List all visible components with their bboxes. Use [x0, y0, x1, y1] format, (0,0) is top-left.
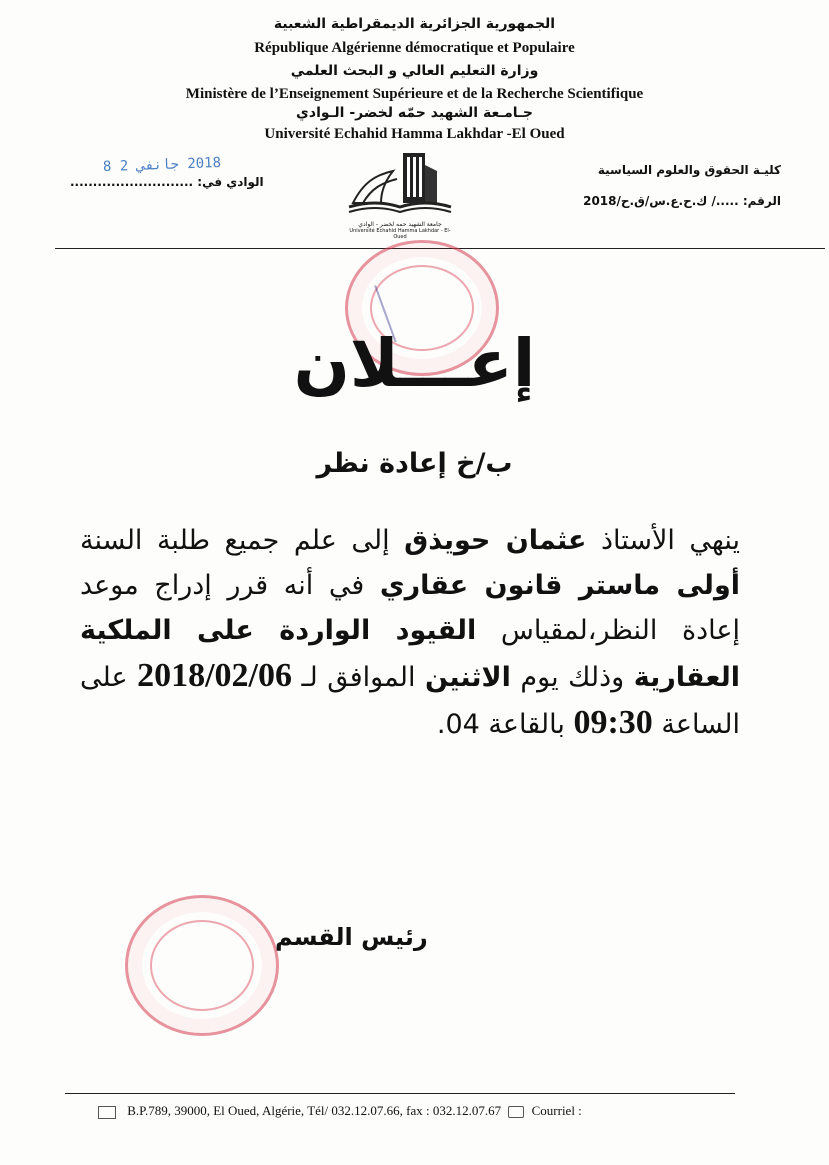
study-level: أولى ماستر قانون عقاري: [379, 570, 740, 601]
ref-label: الرقم:: [742, 194, 781, 208]
reference-number: [583, 194, 781, 208]
notice-body: [80, 518, 740, 747]
signature-title: رئيس القسم: [275, 923, 428, 951]
body-part-3: في أنه قرر إدراج موعد إعادة النظر،لمقياس: [80, 570, 741, 646]
body-part-6: على الساعة: [80, 662, 740, 740]
ref-value: ...../ ك.ح.ع.س/ق.ح/2018: [583, 194, 739, 208]
university-french: Université Echahid Hamma Lakhdar -El Oued: [264, 126, 565, 142]
logo-caption-arabic: جامعة الشهيد حمه لخضر - الوادي: [358, 221, 442, 228]
logo-caption-french: Université Echahid Hamma Lakhdar - El-Oued: [349, 228, 451, 240]
body-part-4: وذلك يوم: [510, 662, 634, 693]
place-label: الوادي في:: [197, 175, 264, 189]
exam-time: 09:30: [573, 704, 653, 741]
professor-name: عثمان حويذق: [404, 525, 587, 556]
subject-name: القيود الواردة على الملكية العقارية: [80, 615, 740, 693]
body-part-2: إلى علم جميع طلبة السنة: [80, 525, 405, 556]
envelope-icon: [508, 1106, 524, 1118]
notice-title: إعـــلان: [293, 325, 536, 402]
republic-french: République Algérienne démocratique et Populaire: [254, 40, 575, 56]
exam-day: الاثنين: [425, 662, 511, 693]
date-stamp: 2018 جانفي 2 8: [102, 154, 222, 176]
footer-address: B.P.789, 39000, El Oued, Algérie, Tél/ 032.12.07.66, fax : 032.12.07.67: [127, 1103, 502, 1118]
footer-divider: [65, 1093, 735, 1094]
date-dots: ...........................: [70, 175, 194, 189]
mail-icon: [98, 1106, 116, 1119]
body-part-5: الموافق لـ: [292, 662, 426, 693]
place-date: [70, 175, 264, 189]
republic-arabic: الجمهورية الجزائرية الديمقراطية الشعبية: [273, 16, 556, 32]
footer-email-label: Courriel :: [531, 1103, 582, 1118]
ministry-arabic: وزارة التعليم العالي و البحث العلمي: [290, 63, 539, 79]
body-part-7: بالقاعة 04.: [436, 709, 574, 740]
official-stamp-bottom: [125, 895, 279, 1036]
university-arabic: جـامـعة الشهيد حمّه لخضر- الـوادي: [296, 105, 533, 121]
university-logo-icon: [345, 145, 455, 217]
body-part-1: ينهي الأستاذ: [586, 525, 741, 556]
university-logo: [345, 145, 455, 240]
footer-contact: [98, 1103, 582, 1119]
exam-date: 2018/02/06: [137, 657, 293, 694]
notice-subtitle: ب/خ إعادة نظر: [316, 448, 513, 479]
faculty-name: كليـة الحقوق والعلوم السياسية: [597, 163, 781, 177]
ministry-french: Ministère de l’Enseignement Supérieure et de la Recherche Scientifique: [185, 86, 644, 102]
